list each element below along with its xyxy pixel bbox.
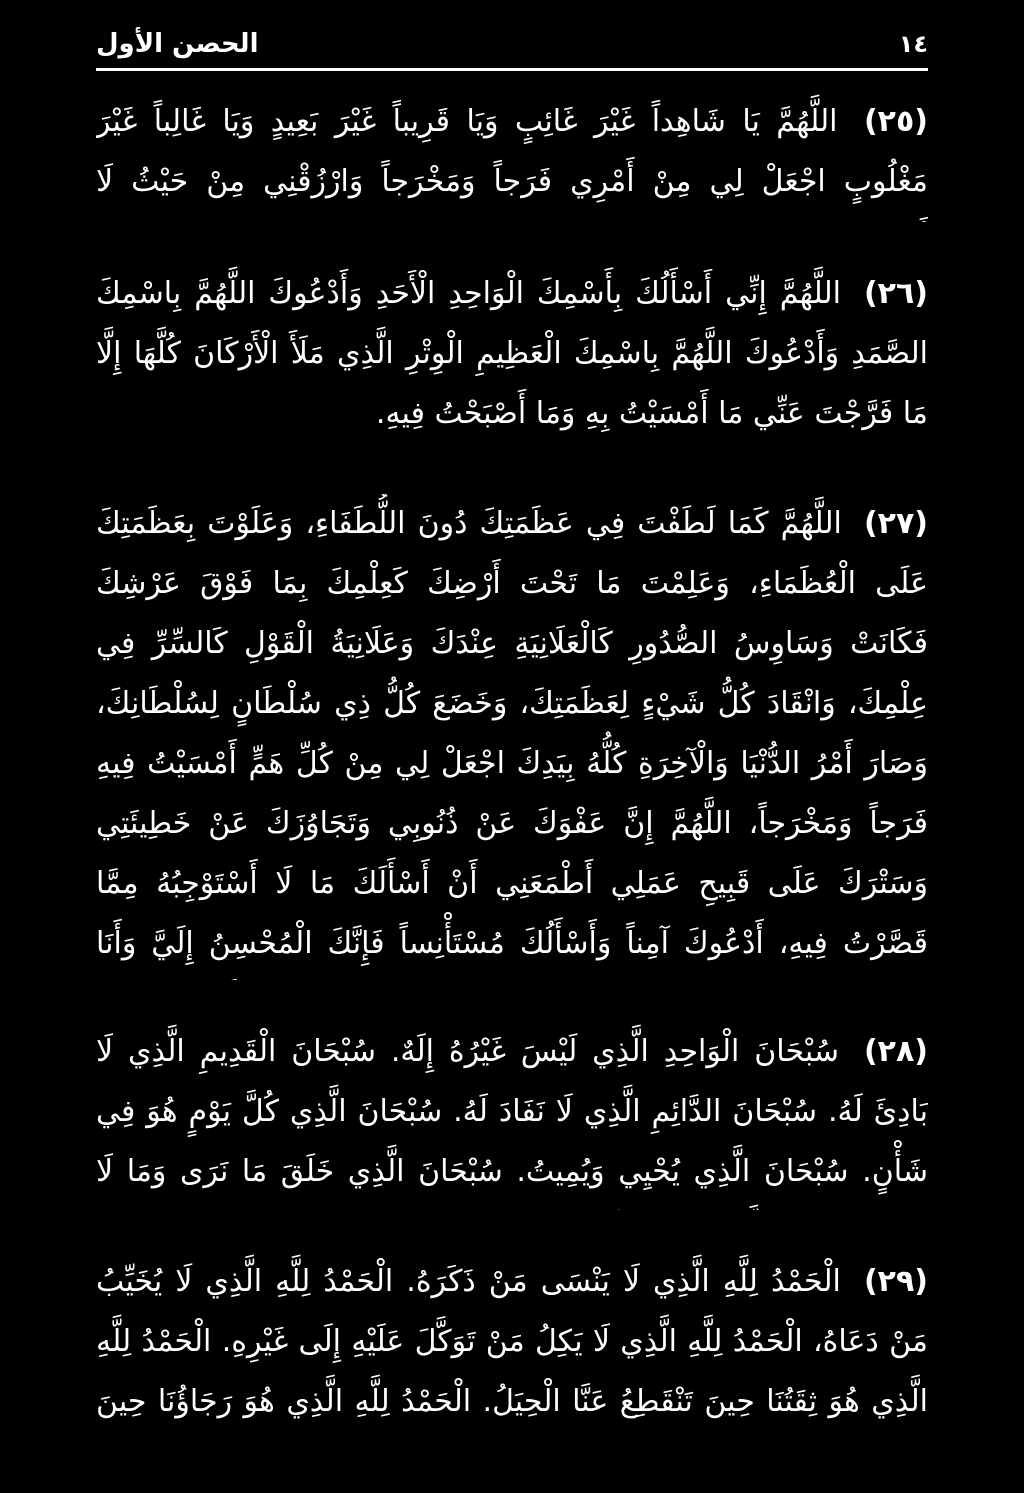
prayer-text-body — [96, 92, 928, 1432]
header-rule — [96, 68, 928, 71]
entry-text: سُبْحَانَ الْوَاحِدِ الَّذِي لَيْسَ غَيْرُهُ إِلَهٌ. سُبْحَانَ الْقَدِيمِ الَّذِي لَا بَادِئَ لَهُ. سُبْحَانَ الدَّائِمِ الَّذِي لَا نَفَادَ لَهُ. سُبْحَانَ الَّذِي كُلَّ يَوْمٍ هُوَ فِي شَأْنٍ. سُبْحَانَ الَّذِي يُحْيِي وَيُمِيتُ. سُبْحَانَ الَّذِي خَلَقَ مَا نَرَى وَمَا لَا — [96, 1034, 928, 1189]
page-number: ١٤ — [898, 30, 928, 58]
prayer-entry — [96, 1252, 928, 1432]
entry-text: الْحَمْدُ لِلَّهِ الَّذِي لَا يَنْسَى مَنْ ذَكَرَهُ. الْحَمْدُ لِلَّهِ الَّذِي لَا يُخَيِّبُ مَنْ دَعَاهُ، الْحَمْدُ لِلَّهِ الَّذِي لَا يَكِلُ مَنْ تَوَكَّلَ عَلَيْهِ إِلَى غَيْرِهِ. الْحَمْدُ لِلَّهِ الَّذِي هُوَ ثِقَتُنَا حِينَ تَنْقَطِعُ عَنَّا الْحِيَلُ. الْحَمْدُ لِلَّهِ الَّذِي هُوَ رَجَاؤُنَا حِينَ — [96, 1264, 928, 1419]
entry-number: (٢٧) — [863, 506, 928, 541]
entry-number: (٢٦) — [863, 276, 928, 311]
prayer-entry — [96, 92, 928, 222]
entry-text: اللَّهُمَّ يَا شَاهِداً غَيْرَ غَائِبٍ وَيَا قَرِيباً غَيْرَ بَعِيدٍ وَيَا غَالِباً غَيْرَ مَغْلُوبٍ اجْعَلْ لِي مِنْ أَمْرِي فَرَجاً وَمَخْرَجاً وَارْزُقْنِي مِنْ حَيْثُ لَا — [96, 104, 928, 199]
prayer-entry — [96, 494, 928, 980]
chapter-title: الحصن الأول — [96, 29, 259, 59]
entry-number: (٢٨) — [863, 1034, 928, 1069]
prayer-entry — [96, 1022, 928, 1210]
prayer-entry — [96, 264, 928, 452]
running-head — [96, 26, 928, 66]
entry-number: (٢٩) — [863, 1264, 928, 1299]
entry-text: اللَّهُمَّ كَمَا لَطَفْتَ فِي عَظَمَتِكَ دُونَ اللُّطَفَاءِ، وَعَلَوْتَ بِعَظَمَتِكَ عَلَى الْعُظَمَاءِ، وَعَلِمْتَ مَا تَحْتَ أَرْضِكَ كَعِلْمِكَ بِمَا فَوْقَ عَرْشِكَ فَكَانَتْ وَسَاوِسُ الصُّدُورِ كَالْعَلَانِيَةِ عِنْدَكَ وَعَلَانِيَةُ الْقَوْلِ كَالسِّرِّ فِي عِلْمِكَ، وَانْقَادَ كُلُّ شَيْءٍ لِعَظَمَتِكَ، وَخَضَعَ كُلُّ ذِي سُلْطَانٍ لِسُلْطَانِكَ، وَصَارَ أَمْرُ الدُّنْيَا وَالْآخِرَةِ كُلُّهُ بِيَدِكَ اجْعَلْ لِي مِنْ كُلِّ هَمٍّ أَمْسَيْتُ فِيهِ فَرَجاً وَمَخْرَجاً، اللَّهُمَّ إِنَّ عَفْوَكَ عَنْ ذُنُوبِي وَتَجَاوُزَكَ عَنْ خَطِيئَتِي وَسَتْرَكَ عَلَى قَبِيحِ عَمَلِي أَطْمَعَنِي أَنْ أَسْأَلَكَ مَا لَا أَسْتَوْجِبُهُ مِمَّا قَصَّرْتُ فِيهِ، أَدْعُوكَ آمِناً وَأَسْأَلُكَ مُسْتَأْنِساً فَإِنَّكَ الْمُحْسِنُ إِلَيَّ وَأَنَا — [96, 506, 928, 961]
entry-number: (٢٥) — [863, 104, 928, 139]
entry-text: اللَّهُمَّ إِنِّي أَسْأَلُكَ بِأَسْمِكَ الْوَاحِدِ الْأَحَدِ وَأَدْعُوكَ اللَّهُمَّ بِاسْمِكَ الصَّمَدِ وَأَدْعُوكَ اللَّهُمَّ بِاسْمِكَ الْعَظِيمِ الْوِتْرِ الَّذِي مَلَأَ الْأَرْكَانَ كُلَّهَا إِلَّا مَا فَرَّجْتَ عَنِّي مَا أَمْسَيْتُ بِهِ وَمَا أَصْبَحْتُ فِيهِ. — [96, 276, 928, 431]
